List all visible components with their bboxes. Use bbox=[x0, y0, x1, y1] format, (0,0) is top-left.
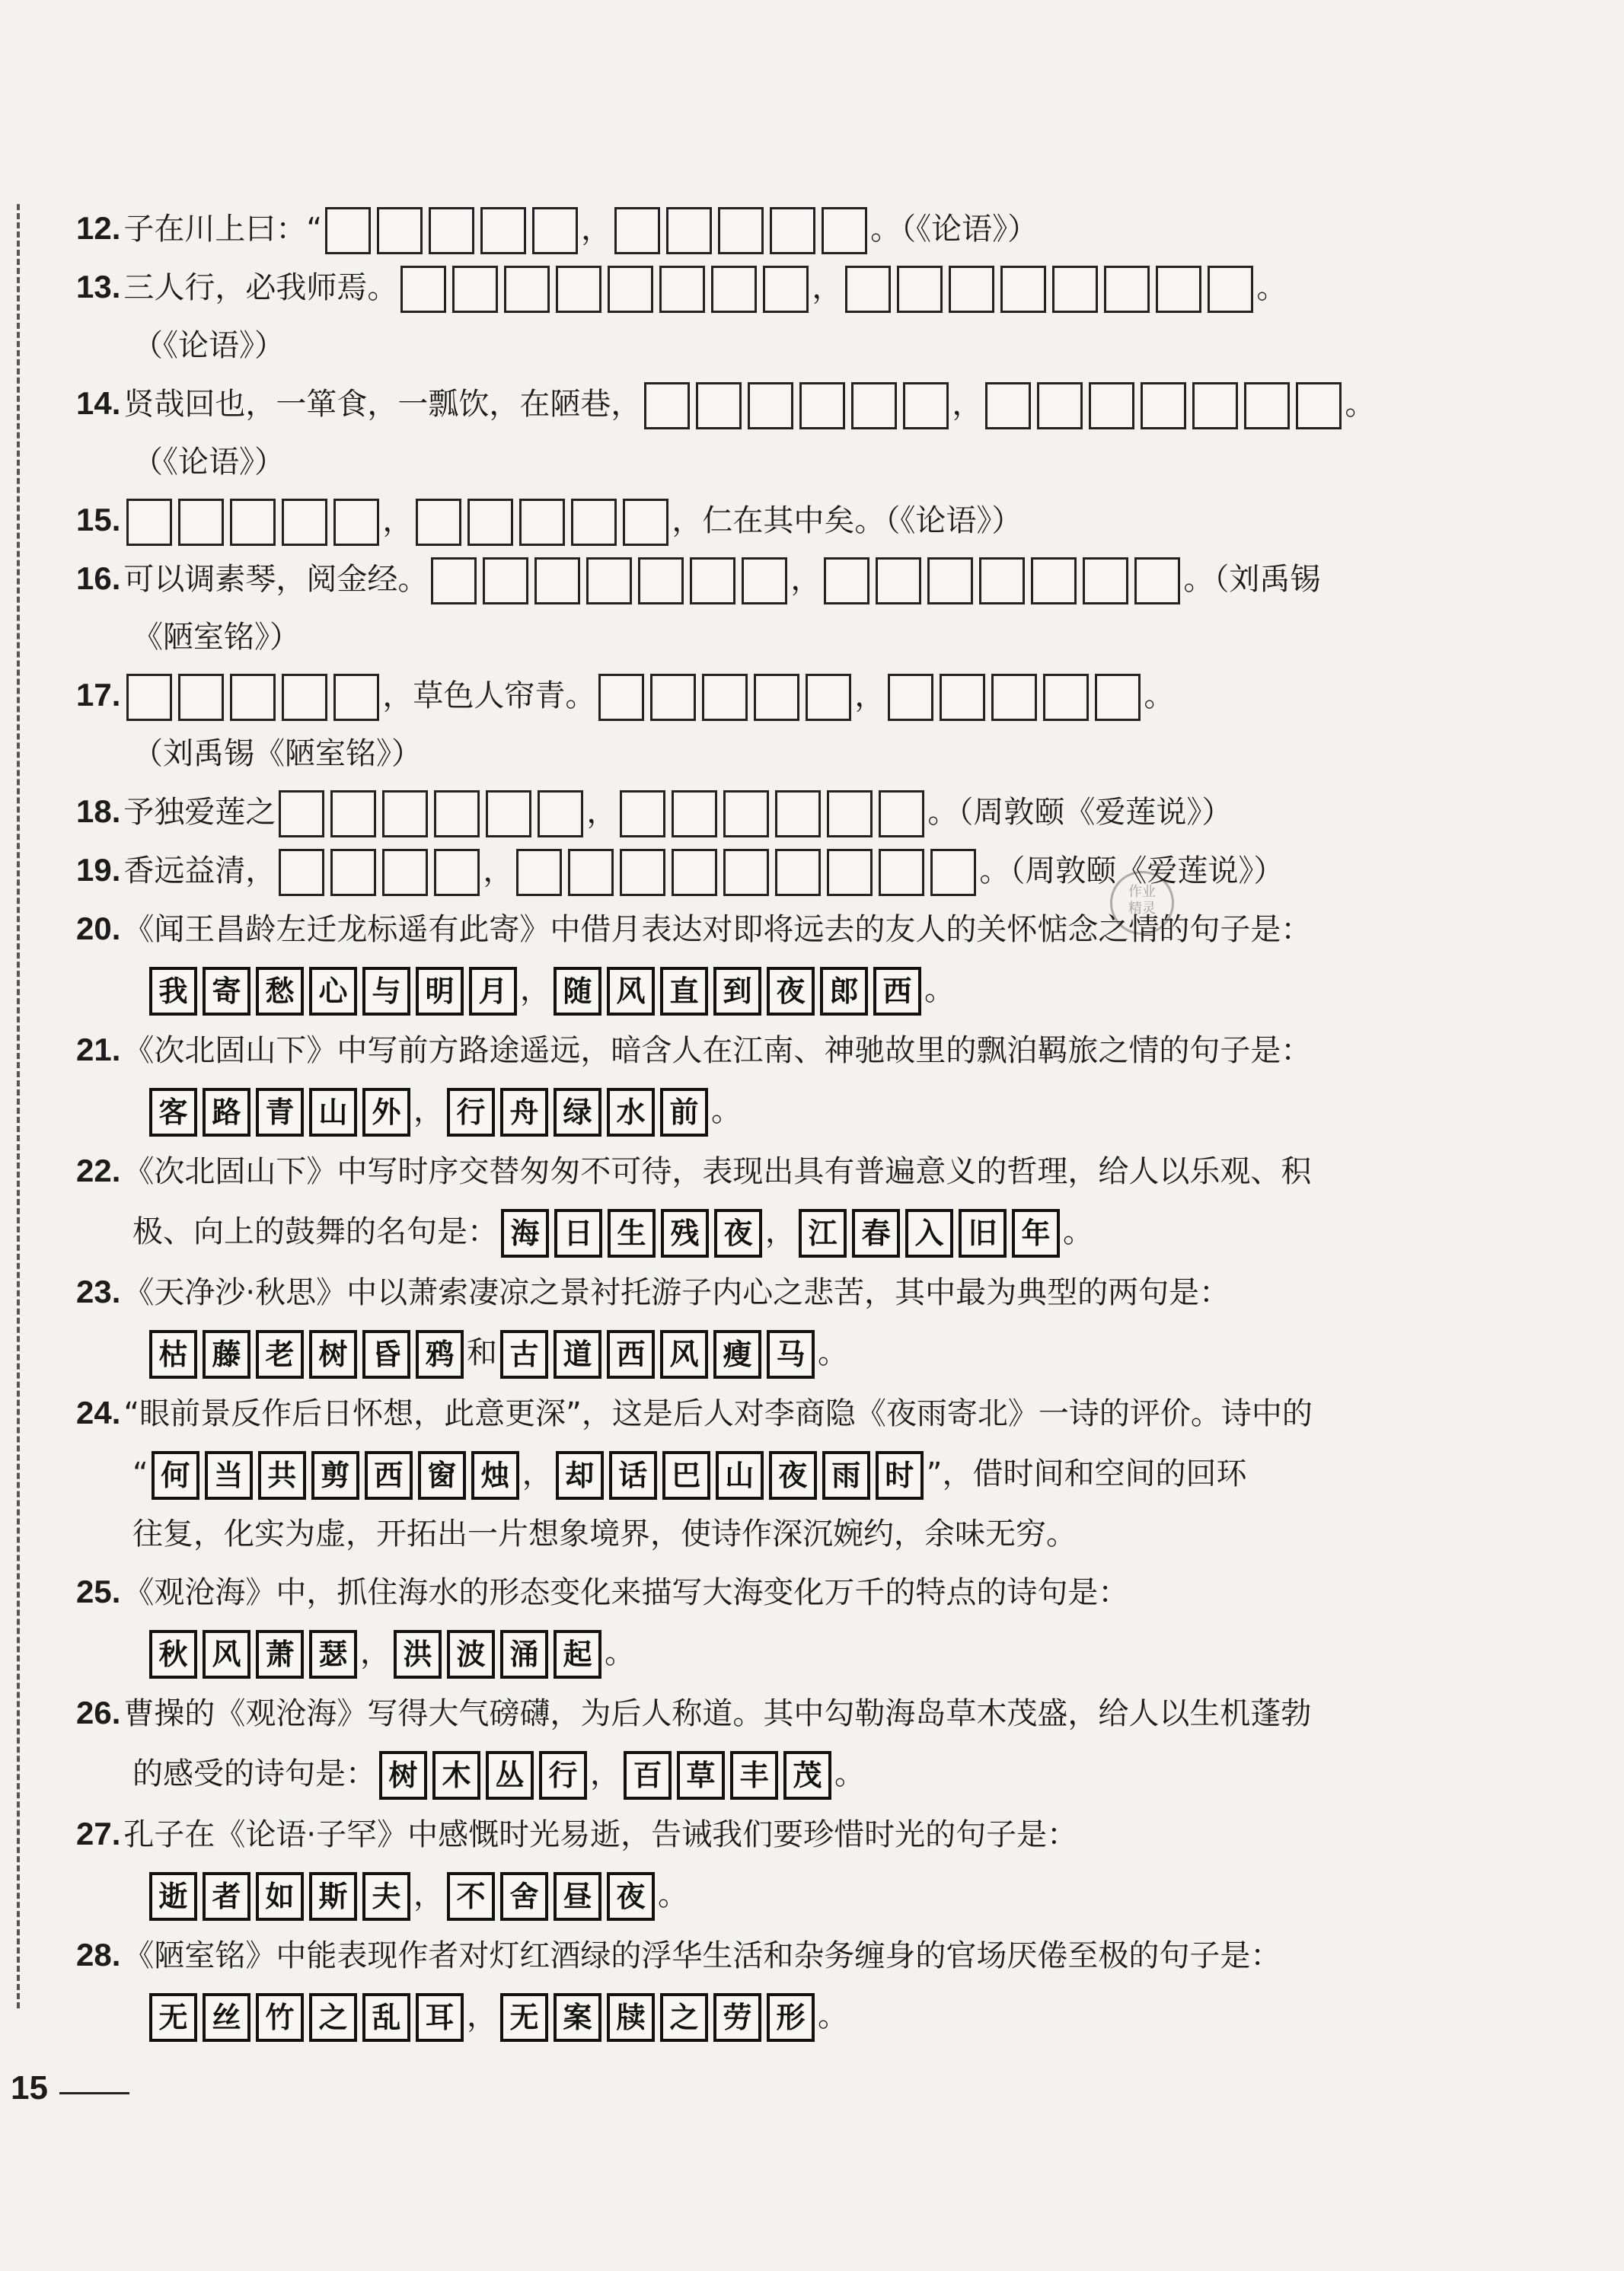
question-27: 27. 孔子在《论语·子罕》中感慨时光易逝，告诫我们要珍惜时光的句子是： 逝 者 如 斯 夫 ， 不 舍 昼 夜 。 bbox=[76, 1805, 1355, 1926]
answer-box[interactable] bbox=[333, 674, 379, 721]
answer-box[interactable] bbox=[1083, 557, 1128, 604]
answer-char-box: 树 bbox=[379, 1751, 427, 1800]
answer-char-box: 山 bbox=[309, 1088, 357, 1137]
answer-box[interactable] bbox=[723, 849, 769, 896]
answer-char-box: 月 bbox=[469, 967, 517, 1016]
answer-box[interactable] bbox=[467, 499, 513, 546]
question-number: 20. bbox=[76, 911, 121, 946]
answer-char-box: 海 bbox=[501, 1209, 549, 1258]
question-continuation: 极、向上的鼓舞的名句是： 海 日 生 残 夜 ， 江 春 入 旧 年 。 bbox=[76, 1201, 1355, 1263]
answer-char-box: 夫 bbox=[362, 1872, 410, 1921]
filled-answer bbox=[149, 1330, 464, 1379]
filled-answer bbox=[394, 1630, 601, 1679]
answer-char-box: 丝 bbox=[203, 1993, 250, 2042]
answer-boxes[interactable] bbox=[644, 382, 949, 429]
question-list bbox=[76, 199, 1376, 2047]
watermark-stamp: 作业 精灵 bbox=[1110, 871, 1174, 935]
answer-box[interactable] bbox=[1192, 382, 1238, 429]
answer-char-box: 夜 bbox=[769, 1451, 817, 1500]
question-24: 24. “眼前景反作后日怀想，此意更深”，这是后人对李商隐《夜雨寄北》一诗的评价。诗中的 “ 何 当 共 剪 西 窗 烛 ， 却 话 巴 山 夜 雨 时 ”，借时间和空间的回环 往复，化实为虚，开拓出一片想象境界，使诗作深沉婉约，余味无穷。 bbox=[76, 1384, 1355, 1563]
question-28: 28. 《陋室铭》中能表现作者对灯红酒绿的浮华生活和杂务缠身的官场厌倦至极的句子是： 无 丝 竹 之 乱 耳 ， 无 案 牍 之 劳 形 。 bbox=[76, 1926, 1355, 2047]
answer-char-box: 残 bbox=[661, 1209, 709, 1258]
answer-boxes[interactable] bbox=[126, 499, 379, 546]
answer-boxes[interactable] bbox=[985, 382, 1342, 429]
answer-boxes[interactable] bbox=[845, 266, 1253, 313]
answer-box[interactable] bbox=[666, 207, 712, 254]
answer-char-box: 郎 bbox=[820, 967, 868, 1016]
answer-box[interactable] bbox=[230, 674, 276, 721]
question-15: 15. ， ，仁在其中矣。（《论语》） bbox=[76, 491, 1355, 550]
answer-char-box: 窗 bbox=[418, 1451, 466, 1500]
answer-char-box: 时 bbox=[876, 1451, 924, 1500]
answer-char-box: 舍 bbox=[500, 1872, 548, 1921]
answer-char-box: 萧 bbox=[256, 1630, 304, 1679]
question-21: 21. 《次北固山下》中写前方路途遥远，暗含人在江南、神驰故里的飘泊羁旅之情的句子是： 客 路 青 山 外 ， 行 舟 绿 水 前 。 bbox=[76, 1021, 1355, 1142]
question-number: 14. bbox=[76, 385, 121, 421]
answer-char-box: 老 bbox=[256, 1330, 304, 1379]
answer-box[interactable] bbox=[1208, 266, 1253, 313]
answer-char-box: 旧 bbox=[959, 1209, 1007, 1258]
answer-char-box: 年 bbox=[1012, 1209, 1060, 1258]
answer-char-box: 到 bbox=[713, 967, 761, 1016]
answer-char-box: 起 bbox=[554, 1630, 601, 1679]
answer-boxes[interactable] bbox=[431, 557, 787, 604]
page-number-rule bbox=[59, 2092, 129, 2094]
question-number: 27. bbox=[76, 1816, 121, 1852]
answer-box[interactable] bbox=[382, 790, 428, 837]
answer-boxes[interactable] bbox=[614, 207, 867, 254]
answer-char-box: 藤 bbox=[203, 1330, 250, 1379]
answer-char-box: 涌 bbox=[500, 1630, 548, 1679]
answer-char-box: 路 bbox=[203, 1088, 250, 1137]
answer-box[interactable] bbox=[434, 790, 480, 837]
answer-box[interactable] bbox=[431, 557, 477, 604]
answer-char-box: 江 bbox=[799, 1209, 847, 1258]
answer-char-box: 昼 bbox=[554, 1872, 601, 1921]
answer-box[interactable] bbox=[650, 674, 696, 721]
answer-boxes[interactable] bbox=[416, 499, 668, 546]
answer-boxes[interactable] bbox=[400, 266, 809, 313]
answer-box[interactable] bbox=[483, 557, 528, 604]
source-note: （《论语》） bbox=[132, 328, 285, 363]
answer-char-box: 直 bbox=[660, 967, 708, 1016]
answer-char-box: 牍 bbox=[607, 1993, 655, 2042]
answer-char-box: 水 bbox=[607, 1088, 655, 1137]
answer-char-box: 竹 bbox=[256, 1993, 304, 2042]
answer-box[interactable] bbox=[672, 790, 717, 837]
answer-line: 客 路 青 山 外 ， 行 舟 绿 水 前 。 bbox=[76, 1080, 1355, 1142]
answer-box[interactable] bbox=[230, 499, 276, 546]
answer-char-box: 随 bbox=[554, 967, 601, 1016]
question-20: 20. 《闻王昌龄左迁龙标遥有此寄》中借月表达对即将远去的友人的关怀惦念之情的句子是： 我 寄 愁 心 与 明 月 ， 随 风 直 到 夜 郎 西 。 bbox=[76, 900, 1355, 1021]
answer-box[interactable] bbox=[1104, 266, 1150, 313]
answer-box[interactable] bbox=[888, 674, 933, 721]
answer-box[interactable] bbox=[1156, 266, 1201, 313]
source-note: （《论语》） bbox=[132, 445, 285, 480]
answer-box[interactable] bbox=[638, 557, 684, 604]
answer-box[interactable] bbox=[754, 674, 799, 721]
answer-char-box: 日 bbox=[554, 1209, 602, 1258]
filled-answer bbox=[624, 1751, 831, 1800]
answer-char-box: 西 bbox=[365, 1451, 413, 1500]
question-26: 26. 曹操的《观沧海》写得大气磅礴，为后人称道。其中勾勒海岛草木茂盛，给人以生机蓬勃 的感受的诗句是： 树 木 丛 行 ， 百 草 丰 茂 。 bbox=[76, 1684, 1355, 1805]
answer-char-box: 乱 bbox=[362, 1993, 410, 2042]
question-number: 21. bbox=[76, 1032, 121, 1067]
answer-char-box: 百 bbox=[624, 1751, 672, 1800]
answer-box[interactable] bbox=[822, 207, 867, 254]
answer-char-box: 之 bbox=[660, 1993, 708, 2042]
question-17: 17. ，草色人帘青。 ， 。 （刘禹锡《陋室铭》） bbox=[76, 666, 1355, 783]
answer-box[interactable] bbox=[1089, 382, 1134, 429]
answer-box[interactable] bbox=[775, 790, 821, 837]
answer-box[interactable] bbox=[927, 557, 973, 604]
question-number: 19. bbox=[76, 852, 121, 888]
answer-box[interactable] bbox=[126, 674, 172, 721]
answer-box[interactable] bbox=[775, 849, 821, 896]
question-continuation: 的感受的诗句是： 树 木 丛 行 ， 百 草 丰 茂 。 bbox=[76, 1743, 1355, 1805]
answer-char-box: 夜 bbox=[714, 1209, 762, 1258]
answer-char-box: 道 bbox=[554, 1330, 601, 1379]
question-number: 18. bbox=[76, 793, 121, 829]
filled-answer bbox=[149, 1088, 410, 1137]
filled-answer bbox=[152, 1451, 519, 1500]
answer-char-box: 耳 bbox=[416, 1993, 464, 2042]
answer-char-box: 夜 bbox=[767, 967, 815, 1016]
answer-box[interactable] bbox=[608, 266, 653, 313]
answer-box[interactable] bbox=[1000, 266, 1046, 313]
answer-box[interactable] bbox=[897, 266, 943, 313]
answer-box[interactable] bbox=[586, 557, 632, 604]
answer-box[interactable] bbox=[434, 849, 480, 896]
answer-box[interactable] bbox=[571, 499, 617, 546]
answer-char-box: 西 bbox=[607, 1330, 655, 1379]
answer-box[interactable] bbox=[400, 266, 446, 313]
answer-char-box: 瘦 bbox=[713, 1330, 761, 1379]
binding-dashed-line bbox=[17, 204, 20, 2008]
question-number: 28. bbox=[76, 1937, 121, 1973]
answer-char-box: 寄 bbox=[203, 967, 250, 1016]
answer-box[interactable] bbox=[1296, 382, 1342, 429]
answer-box[interactable] bbox=[480, 207, 526, 254]
answer-boxes[interactable] bbox=[888, 674, 1141, 721]
question-number: 23. bbox=[76, 1274, 121, 1309]
answer-boxes[interactable] bbox=[279, 790, 583, 837]
filled-answer bbox=[501, 1209, 762, 1258]
answer-char-box: 入 bbox=[905, 1209, 953, 1258]
answer-box[interactable] bbox=[702, 674, 748, 721]
question-25: 25. 《观沧海》中，抓住海水的形态变化来描写大海变化万千的特点的诗句是： 秋 风 萧 瑟 ， 洪 波 涌 起 。 bbox=[76, 1563, 1355, 1684]
answer-char-box: 风 bbox=[660, 1330, 708, 1379]
answer-box[interactable] bbox=[178, 674, 224, 721]
answer-char-box: 春 bbox=[852, 1209, 900, 1258]
answer-box[interactable] bbox=[330, 849, 376, 896]
filled-answer bbox=[447, 1872, 655, 1921]
answer-char-box: 生 bbox=[608, 1209, 656, 1258]
answer-box[interactable] bbox=[851, 382, 897, 429]
answer-line: 秋 风 萧 瑟 ， 洪 波 涌 起 。 bbox=[76, 1622, 1355, 1684]
answer-box[interactable] bbox=[879, 790, 924, 837]
answer-line: 我 寄 愁 心 与 明 月 ， 随 风 直 到 夜 郎 西 。 bbox=[76, 958, 1355, 1021]
answer-char-box: 行 bbox=[539, 1751, 587, 1800]
answer-box[interactable] bbox=[723, 790, 769, 837]
question-number: 13. bbox=[76, 269, 121, 305]
filled-answer bbox=[149, 1993, 464, 2042]
answer-box[interactable] bbox=[991, 674, 1037, 721]
answer-char-box: 外 bbox=[362, 1088, 410, 1137]
answer-box[interactable] bbox=[620, 849, 665, 896]
filled-answer bbox=[447, 1088, 708, 1137]
answer-char-box: 无 bbox=[500, 1993, 548, 2042]
question-19: 19. 香远益清， ， 。（周敦颐《爱莲说》） bbox=[76, 841, 1355, 900]
answer-char-box: 者 bbox=[203, 1872, 250, 1921]
answer-box[interactable] bbox=[620, 790, 665, 837]
answer-char-box: 木 bbox=[432, 1751, 480, 1800]
answer-box[interactable] bbox=[504, 266, 550, 313]
answer-box[interactable] bbox=[429, 207, 474, 254]
answer-box[interactable] bbox=[827, 849, 873, 896]
answer-box[interactable] bbox=[534, 557, 580, 604]
answer-box[interactable] bbox=[806, 674, 851, 721]
answer-char-box: 风 bbox=[607, 967, 655, 1016]
answer-box[interactable] bbox=[711, 266, 757, 313]
answer-char-box: 斯 bbox=[309, 1872, 357, 1921]
answer-box[interactable] bbox=[1134, 557, 1180, 604]
answer-box[interactable] bbox=[1244, 382, 1290, 429]
answer-box[interactable] bbox=[799, 382, 845, 429]
answer-char-box: 却 bbox=[556, 1451, 604, 1500]
answer-char-box: 丛 bbox=[486, 1751, 534, 1800]
answer-line: 枯 藤 老 树 昏 鸦 和 古 道 西 风 瘦 马 。 bbox=[76, 1322, 1355, 1384]
answer-box[interactable] bbox=[824, 557, 869, 604]
answer-box[interactable] bbox=[516, 849, 562, 896]
question-number: 26. bbox=[76, 1695, 121, 1730]
answer-box[interactable] bbox=[279, 790, 324, 837]
answer-box[interactable] bbox=[644, 382, 690, 429]
question-number: 22. bbox=[76, 1153, 121, 1188]
page-number: 15 bbox=[11, 2069, 48, 2107]
answer-boxes[interactable] bbox=[279, 849, 480, 896]
answer-char-box: 草 bbox=[677, 1751, 725, 1800]
answer-char-box: 客 bbox=[149, 1088, 197, 1137]
answer-boxes[interactable] bbox=[325, 207, 578, 254]
answer-box[interactable] bbox=[763, 266, 809, 313]
answer-box[interactable] bbox=[614, 207, 660, 254]
answer-char-box: 茂 bbox=[783, 1751, 831, 1800]
answer-char-box: 马 bbox=[767, 1330, 815, 1379]
answer-box[interactable] bbox=[949, 266, 994, 313]
answer-box[interactable] bbox=[486, 790, 531, 837]
answer-char-box: 共 bbox=[258, 1451, 306, 1500]
question-18: 18. 予独爱莲之 ， 。（周敦颐《爱莲说》） bbox=[76, 783, 1355, 841]
question-13: 13. 三人行，必我师焉。 ， 。 （《论语》） bbox=[76, 258, 1355, 375]
answer-box[interactable] bbox=[623, 499, 668, 546]
answer-char-box: 古 bbox=[500, 1330, 548, 1379]
answer-box[interactable] bbox=[330, 790, 376, 837]
source-note: （刘禹锡《陋室铭》） bbox=[132, 736, 422, 771]
answer-box[interactable] bbox=[940, 674, 985, 721]
answer-box[interactable] bbox=[1043, 674, 1089, 721]
answer-char-box: 无 bbox=[149, 1993, 197, 2042]
filled-answer bbox=[379, 1751, 587, 1800]
answer-box[interactable] bbox=[718, 207, 764, 254]
answer-box[interactable] bbox=[556, 266, 601, 313]
answer-char-box: 案 bbox=[554, 1993, 601, 2042]
answer-box[interactable] bbox=[178, 499, 224, 546]
answer-box[interactable] bbox=[126, 499, 172, 546]
answer-box[interactable] bbox=[659, 266, 705, 313]
answer-char-box: 剪 bbox=[311, 1451, 359, 1500]
answer-char-box: 枯 bbox=[149, 1330, 197, 1379]
answer-char-box: 之 bbox=[309, 1993, 357, 2042]
answer-char-box: 明 bbox=[416, 967, 464, 1016]
answer-boxes[interactable] bbox=[620, 790, 924, 837]
filled-answer bbox=[149, 1872, 410, 1921]
answer-box[interactable] bbox=[282, 499, 327, 546]
answer-box[interactable] bbox=[1052, 266, 1098, 313]
answer-char-box: 何 bbox=[152, 1451, 199, 1500]
answer-char-box: 我 bbox=[149, 967, 197, 1016]
answer-box[interactable] bbox=[930, 849, 976, 896]
answer-box[interactable] bbox=[538, 790, 583, 837]
answer-box[interactable] bbox=[325, 207, 371, 254]
question-23: 23. 《天净沙·秋思》中以萧索凄凉之景衬托游子内心之悲苦，其中最为典型的两句是： 枯 藤 老 树 昏 鸦 和 古 道 西 风 瘦 马 。 bbox=[76, 1263, 1355, 1384]
answer-box[interactable] bbox=[1031, 557, 1077, 604]
answer-box[interactable] bbox=[985, 382, 1031, 429]
answer-box[interactable] bbox=[770, 207, 815, 254]
answer-char-box: 山 bbox=[716, 1451, 764, 1500]
filled-answer bbox=[149, 967, 517, 1016]
filled-answer bbox=[554, 967, 921, 1016]
answer-box[interactable] bbox=[568, 849, 614, 896]
answer-line: 逝 者 如 斯 夫 ， 不 舍 昼 夜 。 bbox=[76, 1864, 1355, 1926]
answer-char-box: 舟 bbox=[500, 1088, 548, 1137]
question-continuation: “ 何 当 共 剪 西 窗 烛 ， 却 话 巴 山 夜 雨 时 ”，借时间和空间的回环 bbox=[76, 1443, 1355, 1505]
answer-boxes[interactable] bbox=[516, 849, 976, 896]
answer-char-box: 逝 bbox=[149, 1872, 197, 1921]
answer-box[interactable] bbox=[1095, 674, 1141, 721]
answer-char-box: 烛 bbox=[471, 1451, 519, 1500]
answer-box[interactable] bbox=[827, 790, 873, 837]
answer-char-box: 与 bbox=[362, 967, 410, 1016]
answer-line: 无 丝 竹 之 乱 耳 ， 无 案 牍 之 劳 形 。 bbox=[76, 1985, 1355, 2047]
question-14: 14. 贤哉回也，一箪食，一瓢饮，在陋巷， ， 。 （《论语》） bbox=[76, 375, 1355, 491]
filled-answer bbox=[149, 1630, 357, 1679]
answer-char-box: 劳 bbox=[713, 1993, 761, 2042]
answer-box[interactable] bbox=[452, 266, 498, 313]
answer-box[interactable] bbox=[748, 382, 793, 429]
filled-answer bbox=[500, 1993, 815, 2042]
question-number: 17. bbox=[76, 677, 121, 713]
answer-box[interactable] bbox=[672, 849, 717, 896]
answer-box[interactable] bbox=[598, 674, 644, 721]
answer-box[interactable] bbox=[1037, 382, 1083, 429]
answer-char-box: 如 bbox=[256, 1872, 304, 1921]
answer-box[interactable] bbox=[382, 849, 428, 896]
filled-answer bbox=[556, 1451, 924, 1500]
question-number: 16. bbox=[76, 560, 121, 596]
answer-box[interactable] bbox=[1141, 382, 1186, 429]
answer-char-box: 波 bbox=[447, 1630, 495, 1679]
question-22: 22. 《次北固山下》中写时序交替匆匆不可待，表现出具有普遍意义的哲理，给人以乐观、积 极、向上的鼓舞的名句是： 海 日 生 残 夜 ， 江 春 入 旧 年 。 bbox=[76, 1142, 1355, 1263]
answer-box[interactable] bbox=[333, 499, 379, 546]
answer-char-box: 形 bbox=[767, 1993, 815, 2042]
question-number: 15. bbox=[76, 502, 121, 537]
answer-box[interactable] bbox=[742, 557, 787, 604]
answer-char-box: 洪 bbox=[394, 1630, 442, 1679]
answer-char-box: 愁 bbox=[256, 967, 304, 1016]
answer-boxes[interactable] bbox=[598, 674, 851, 721]
answer-char-box: 瑟 bbox=[309, 1630, 357, 1679]
question-continuation: 往复，化实为虚，开拓出一片想象境界，使诗作深沉婉约，余味无穷。 bbox=[132, 1517, 1077, 1552]
answer-box[interactable] bbox=[696, 382, 742, 429]
answer-boxes[interactable] bbox=[824, 557, 1180, 604]
answer-char-box: 夜 bbox=[607, 1872, 655, 1921]
answer-char-box: 不 bbox=[447, 1872, 495, 1921]
question-12: 12. 子在川上曰：“ ， 。（《论语》） bbox=[76, 199, 1355, 258]
source-note: 《陋室铭》） bbox=[132, 620, 300, 655]
question-number: 24. bbox=[76, 1395, 121, 1431]
answer-char-box: 树 bbox=[309, 1330, 357, 1379]
answer-boxes[interactable] bbox=[126, 674, 379, 721]
answer-char-box: 昏 bbox=[362, 1330, 410, 1379]
answer-box[interactable] bbox=[845, 266, 891, 313]
answer-char-box: 青 bbox=[256, 1088, 304, 1137]
answer-char-box: 行 bbox=[447, 1088, 495, 1137]
question-16: 16. 可以调素琴，阅金经。 ， 。（刘禹锡 《陋室铭》） bbox=[76, 550, 1355, 666]
filled-answer bbox=[500, 1330, 815, 1379]
answer-char-box: 秋 bbox=[149, 1630, 197, 1679]
answer-box[interactable] bbox=[876, 557, 921, 604]
filled-answer bbox=[799, 1209, 1060, 1258]
answer-box[interactable] bbox=[519, 499, 565, 546]
answer-char-box: 雨 bbox=[822, 1451, 870, 1500]
answer-char-box: 心 bbox=[309, 967, 357, 1016]
answer-box[interactable] bbox=[903, 382, 949, 429]
answer-box[interactable] bbox=[879, 849, 924, 896]
answer-box[interactable] bbox=[690, 557, 735, 604]
answer-char-box: 巴 bbox=[662, 1451, 710, 1500]
question-number: 12. bbox=[76, 210, 121, 246]
answer-box[interactable] bbox=[279, 849, 324, 896]
answer-char-box: 前 bbox=[660, 1088, 708, 1137]
answer-char-box: 鸦 bbox=[416, 1330, 464, 1379]
answer-char-box: 当 bbox=[205, 1451, 253, 1500]
answer-char-box: 绿 bbox=[554, 1088, 601, 1137]
answer-char-box: 西 bbox=[873, 967, 921, 1016]
answer-char-box: 风 bbox=[203, 1630, 250, 1679]
answer-box[interactable] bbox=[416, 499, 461, 546]
answer-box[interactable] bbox=[532, 207, 578, 254]
question-number: 25. bbox=[76, 1574, 121, 1609]
answer-char-box: 话 bbox=[609, 1451, 657, 1500]
answer-char-box: 丰 bbox=[730, 1751, 778, 1800]
answer-box[interactable] bbox=[282, 674, 327, 721]
answer-box[interactable] bbox=[377, 207, 423, 254]
answer-box[interactable] bbox=[979, 557, 1025, 604]
